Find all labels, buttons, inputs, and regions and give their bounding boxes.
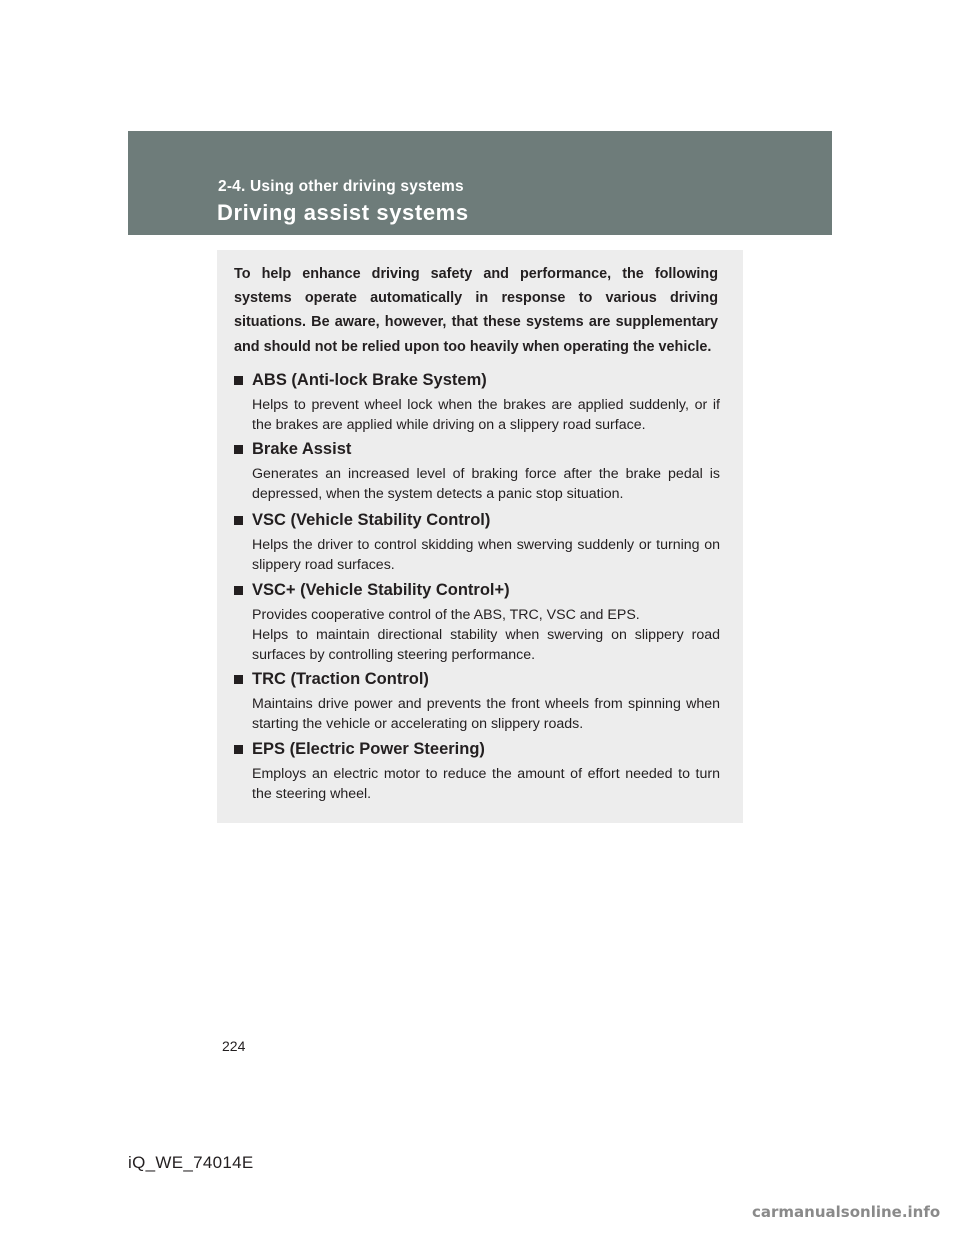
- feature-description-line: Provides cooperative control of the ABS, TRC, VSC and EPS.: [252, 607, 640, 623]
- feature-heading: [234, 667, 720, 691]
- feature-heading: [234, 737, 720, 761]
- feature-description: [252, 605, 720, 665]
- feature-heading: [234, 508, 720, 532]
- feature-heading: [234, 368, 720, 392]
- feature-eps: [234, 737, 720, 804]
- square-bullet-icon: [234, 745, 243, 754]
- page-title: Driving assist systems: [217, 200, 469, 225]
- square-bullet-icon: [234, 516, 243, 525]
- intro-paragraph: To help enhance driving safety and performance, the following systems operate automatically in response to various driving situations. Be aware, however, that these systems are supplementary and should not be relied upon too heavily when operating the vehicle.: [234, 266, 718, 355]
- document-code: iQ_WE_74014E: [128, 1153, 254, 1172]
- feature-title: TRC (Traction Control): [252, 669, 429, 688]
- feature-heading: [234, 578, 720, 602]
- content-box: [217, 250, 743, 823]
- feature-title: Brake Assist: [252, 439, 352, 458]
- feature-title: VSC (Vehicle Stability Control): [252, 510, 491, 529]
- feature-title: EPS (Electric Power Steering): [252, 739, 485, 758]
- feature-title: ABS (Anti-lock Brake System): [252, 370, 487, 389]
- feature-vsc-plus: [234, 578, 720, 665]
- feature-description: Employs an electric motor to reduce the amount of effort needed to turn the steering wheel.: [252, 766, 720, 802]
- section-label: 2-4. Using other driving systems: [218, 178, 464, 195]
- square-bullet-icon: [234, 675, 243, 684]
- feature-description: Maintains drive power and prevents the front wheels from spinning when starting the vehicle or accelerating on slippery roads.: [252, 696, 720, 732]
- feature-heading: [234, 437, 720, 461]
- square-bullet-icon: [234, 376, 243, 385]
- feature-vsc: [234, 508, 720, 575]
- page-number: 224: [222, 1038, 246, 1054]
- section-header-band: [128, 131, 832, 235]
- square-bullet-icon: [234, 586, 243, 595]
- feature-description: Helps the driver to control skidding when swerving suddenly or turning on slippery road surfaces.: [252, 537, 720, 573]
- square-bullet-icon: [234, 445, 243, 454]
- feature-trc: [234, 667, 720, 734]
- feature-abs: [234, 368, 720, 435]
- feature-description: Generates an increased level of braking force after the brake pedal is depressed, when the system detects a panic stop situation.: [252, 466, 720, 502]
- feature-title: VSC+ (Vehicle Stability Control+): [252, 580, 510, 599]
- watermark-link[interactable]: carmanualsonline.info: [752, 1203, 941, 1221]
- feature-description-line: Helps to maintain directional stability when swerving on slippery road surfaces by controlling steering performance.: [252, 627, 720, 663]
- feature-brake-assist: [234, 437, 720, 504]
- feature-description: Helps to prevent wheel lock when the brakes are applied suddenly, or if the brakes are applied while driving on a slippery road surface.: [252, 397, 720, 433]
